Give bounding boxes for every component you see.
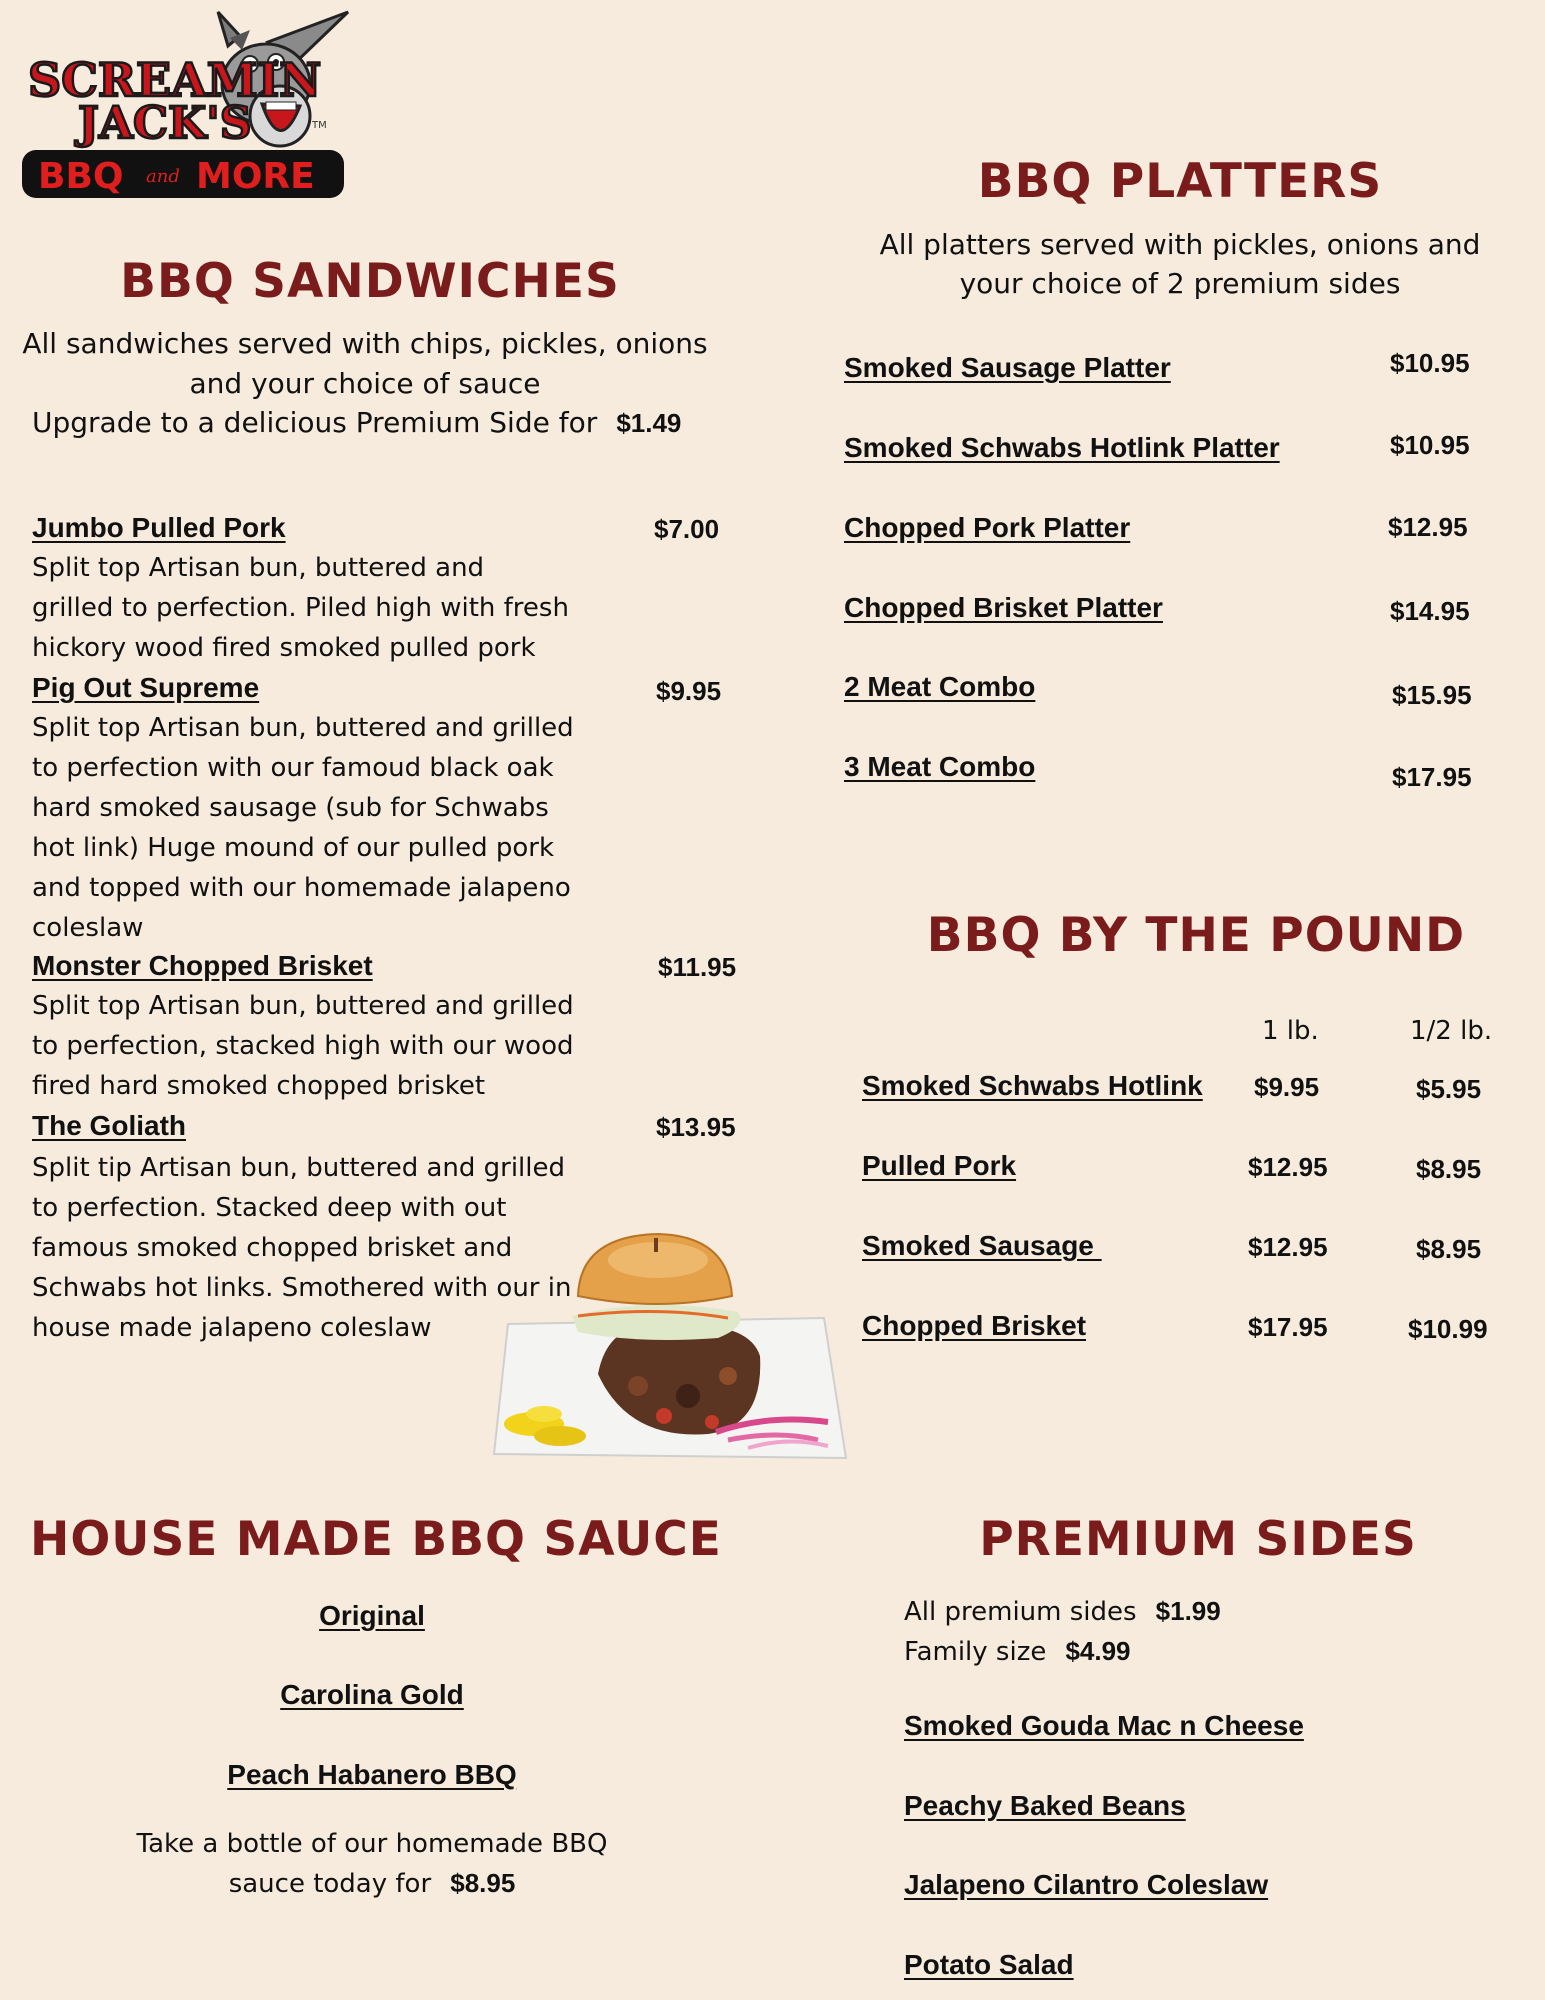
sandwich-price-jumbo-pulled-pork: $7.00 [654, 514, 720, 544]
platter-name-2-meat-combo: 2 Meat Combo [844, 671, 1036, 702]
pound-price1-pulled-pork: $12.95 [1248, 1152, 1328, 1182]
platter-price-smoked-schwabs-hotlink: $10.95 [1390, 430, 1470, 460]
logo-band-and: and [146, 166, 180, 187]
platter-name-smoked-schwabs-hotlink: Smoked Schwabs Hotlink Platter [844, 432, 1280, 463]
sandwiches-intro-line1: All sandwiches served with chips, pickles, onions [22, 327, 708, 360]
logo [18, 6, 358, 202]
side-item-baked-beans: Peachy Baked Beans [904, 1790, 1186, 1821]
sides-all-row [904, 1592, 1221, 1632]
side-item-coleslaw: Jalapeno Cilantro Coleslaw [904, 1869, 1269, 1900]
pound-col-halflb: 1/2 lb. [1410, 1016, 1493, 1046]
upgrade-row [32, 403, 681, 443]
sauce-bottle-price: $8.95 [450, 1868, 516, 1898]
pound-name-smoked-sausage: Smoked Sausage [862, 1230, 1102, 1261]
upgrade-text: Upgrade to a delicious Premium Side for [32, 406, 598, 439]
sandwiches-intro-line2: and your choice of sauce [189, 367, 541, 400]
donkey-logo-graphic [18, 6, 358, 202]
sides-family-price: $4.99 [1065, 1636, 1131, 1666]
sandwich-desc-the-goliath: Split tip Artisan bun, buttered and grilled to perfection. Stacked deep with out famous smoked chopped brisket and Schwabs hot links. Smothered with our in house made jalapeno coleslaw [32, 1153, 572, 1343]
pound-col-1lb: 1 lb. [1262, 1016, 1319, 1046]
sauce-bottle-row [30, 1864, 714, 1904]
platter-name-3-meat-combo: 3 Meat Combo [844, 751, 1036, 782]
platter-name-chopped-brisket: Chopped Brisket Platter [844, 592, 1163, 623]
sides-all-text: All premium sides [904, 1597, 1137, 1627]
platters-intro-line2: your choice of 2 premium sides [959, 267, 1401, 300]
pound-price1-smoked-sausage: $12.95 [1248, 1232, 1328, 1262]
platter-price-chopped-pork: $12.95 [1388, 512, 1468, 542]
platters-intro-line1: All platters served with pickles, onions and [879, 228, 1481, 261]
upgrade-price: $1.49 [616, 408, 682, 438]
sandwich-desc-pig-out-supreme: Split top Artisan bun, buttered and grilled to perfection with our famoud black oak hard smoked sausage (sub for Schwabs hot link) Huge mound of our pulled pork and topped with our homemade jalapeno coleslaw [32, 713, 574, 943]
logo-band-right: MORE [196, 156, 315, 197]
platter-price-3-meat-combo: $17.95 [1392, 762, 1472, 792]
logo-band-left: BBQ [38, 156, 124, 197]
logo-line1: SCREAMIN [28, 53, 322, 107]
pound-price1-smoked-schwabs-hotlink: $9.95 [1254, 1072, 1320, 1102]
pound-title: BBQ BY THE POUND [926, 908, 1466, 963]
platter-price-chopped-brisket: $14.95 [1390, 596, 1470, 626]
sauce-bottle-line1: Take a bottle of our homemade BBQ [136, 1829, 608, 1859]
pound-price2-chopped-brisket: $10.99 [1408, 1314, 1488, 1344]
pound-name-smoked-schwabs-hotlink: Smoked Schwabs Hotlink [862, 1070, 1203, 1101]
sandwich-name-the-goliath: The Goliath [32, 1110, 186, 1141]
sides-family-row [904, 1632, 1131, 1672]
sandwich-desc-jumbo-pulled-pork: Split top Artisan bun, buttered and grilled to perfection. Piled high with fresh hickory wood fired smoked pulled pork [32, 553, 569, 663]
sandwiches-title: BBQ SANDWICHES [120, 254, 620, 309]
sandwich-desc-monster-chopped-brisket: Split top Artisan bun, buttered and grilled to perfection, stacked high with our wood fired hard smoked chopped brisket [32, 991, 574, 1101]
pound-name-pulled-pork: Pulled Pork [862, 1150, 1017, 1181]
sauce-item-original: Original [319, 1600, 425, 1631]
sauce-bottle-line2: sauce today for [228, 1869, 432, 1899]
sandwich-name-pig-out-supreme: Pig Out Supreme [32, 672, 260, 703]
logo-tm: TM [312, 120, 327, 131]
platter-price-smoked-sausage: $10.95 [1390, 348, 1470, 378]
platter-name-smoked-sausage: Smoked Sausage Platter [844, 352, 1171, 383]
sandwich-price-pig-out-supreme: $9.95 [656, 676, 722, 706]
platters-title: BBQ PLATTERS [977, 154, 1383, 209]
sandwich-name-monster-chopped-brisket: Monster Chopped Brisket [32, 950, 373, 981]
sandwich-price-the-goliath: $13.95 [656, 1112, 736, 1142]
side-item-mac-n-cheese: Smoked Gouda Mac n Cheese [904, 1710, 1304, 1741]
pound-name-chopped-brisket: Chopped Brisket [862, 1310, 1087, 1341]
platter-price-2-meat-combo: $15.95 [1392, 680, 1472, 710]
logo-line2: JACK'S [78, 98, 252, 149]
side-item-potato-salad: Potato Salad [904, 1949, 1074, 1980]
sandwich-photo [488, 1226, 848, 1472]
pound-price2-smoked-sausage: $8.95 [1416, 1234, 1482, 1264]
sides-title: PREMIUM SIDES [979, 1512, 1417, 1567]
sandwich-price-monster-chopped-brisket: $11.95 [658, 952, 737, 982]
sides-family-text: Family size [904, 1637, 1047, 1667]
sauce-item-peach-habanero: Peach Habanero BBQ [227, 1759, 517, 1790]
pound-price2-smoked-schwabs-hotlink: $5.95 [1416, 1074, 1482, 1104]
platter-name-chopped-pork: Chopped Pork Platter [844, 512, 1131, 543]
sides-all-price: $1.99 [1155, 1596, 1221, 1626]
pound-price1-chopped-brisket: $17.95 [1248, 1312, 1328, 1342]
sauce-item-carolina-gold: Carolina Gold [280, 1679, 464, 1710]
sandwich-name-jumbo-pulled-pork: Jumbo Pulled Pork [32, 512, 286, 543]
sauce-title: HOUSE MADE BBQ SAUCE [30, 1512, 722, 1567]
pound-price2-pulled-pork: $8.95 [1416, 1154, 1482, 1184]
